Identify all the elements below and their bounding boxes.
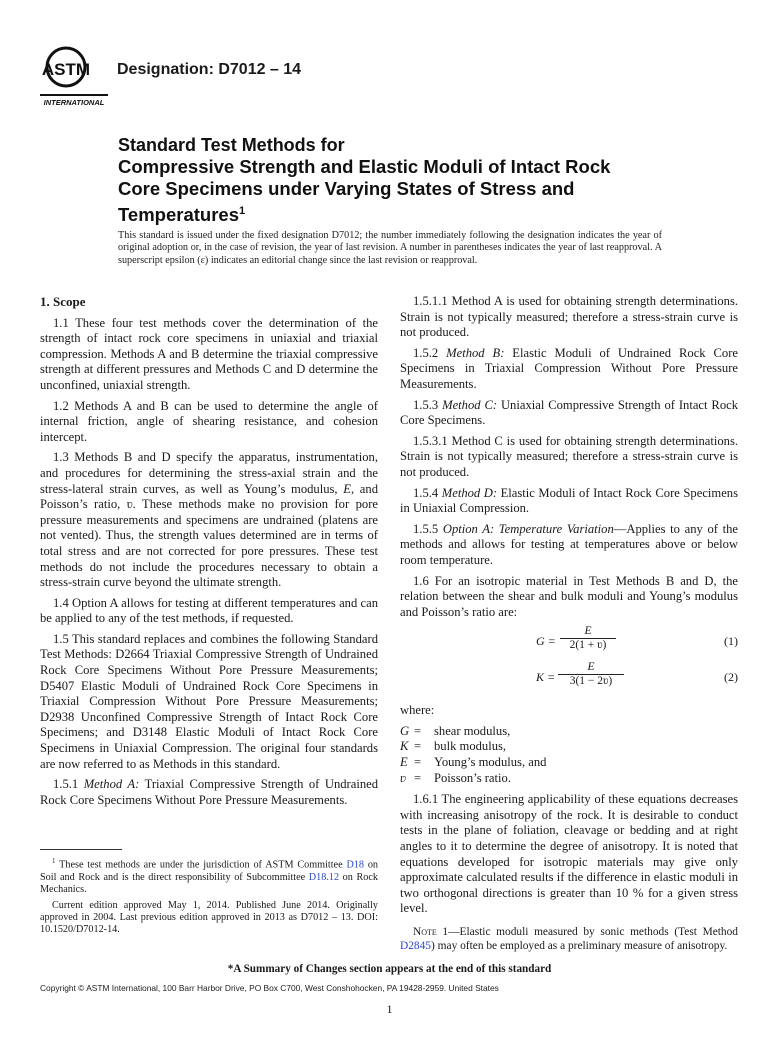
footnote-1 bbox=[40, 855, 378, 897]
def-text: Poisson’s ratio. bbox=[434, 770, 511, 785]
def-symbol: ʋ bbox=[400, 770, 407, 785]
para-1-1: 1.1 These four test methods cover the determination of the strength of intact rock core specimens in uniaxial and triaxial compression. Methods A and B determine the triaxial compressive strength at different pressures and Methods C and D determine the unconfined, uniaxial strength. bbox=[40, 315, 378, 392]
para-1-3 bbox=[40, 450, 378, 590]
def-equals: = bbox=[414, 723, 422, 738]
eq1-lhs: G = bbox=[536, 634, 556, 649]
para-1-5-2-text: Elastic Moduli of Undrained Rock Core Specimens in Triaxial Compression Without Pore Pressure Measurements. bbox=[400, 345, 738, 391]
para-1-5-2-num: 1.5.2 bbox=[413, 345, 447, 360]
subcommittee-d18-12-link[interactable]: D18.12 bbox=[308, 871, 340, 883]
para-1-5-1-method: Method A: bbox=[83, 777, 140, 792]
definition-row bbox=[400, 771, 738, 787]
para-1-5-3-num: 1.5.3 bbox=[413, 397, 443, 412]
issuance-statement: This standard is issued under the fixed designation D7012; the number immediately following the designation indicates the year of original adoption or, in the case of revision, the year of last revision. A number in parentheses indicates the year of last reapproval. A superscript epsilon (ε) indicates an editorial change since the last revision or reapproval. bbox=[118, 230, 662, 266]
para-1-5-1-text: Triaxial Compressive Strength of Undrained Rock Core Specimens Without Pore Pressure Measurements. bbox=[40, 777, 379, 807]
eq1-number: (1) bbox=[724, 634, 738, 649]
para-1-3-a: 1.3 Methods B and D specify the apparatus, instrumentation, and procedures for determining the stress-axial strain and the stress-lateral strain curves, as well as Young’s modulus, bbox=[40, 450, 378, 496]
def-equals: = bbox=[414, 755, 422, 770]
committee-d18-link[interactable]: D18 bbox=[346, 859, 364, 871]
def-symbol: G bbox=[400, 723, 410, 738]
logo-text: ASTM bbox=[41, 60, 91, 79]
logo-subtext: INTERNATIONAL bbox=[43, 98, 105, 107]
note-text-a: 1—Elastic moduli measured by sonic methods (Test Method bbox=[436, 926, 738, 938]
def-text: Young’s modulus, and bbox=[434, 755, 547, 770]
copyright-line: Copyright © ASTM International, 100 Barr Harbor Drive, PO Box C700, West Conshohocken, PA 19428-2959. United States bbox=[40, 983, 499, 993]
title-footnote-mark: 1 bbox=[238, 205, 246, 217]
para-1-6-1: 1.6.1 The engineering applicability of these equations decreases with increasing anisotropy of the rock. It is desirable to conduct tests in the plane of foliation, cleavage or bedding and at right angles to it to determine the degree of anisotropy. It is noted that equations developed for isotropic materials may give only approximate calculated results if the difference in elastic moduli in two orthogonal directions is greater than 10 % for a given stress level. bbox=[400, 792, 738, 916]
def-symbol: K bbox=[400, 739, 409, 754]
document-title bbox=[118, 134, 678, 226]
title-line-2: Compressive Strength and Elastic Moduli of Intact Rock bbox=[118, 156, 611, 177]
para-1-5-4-method: Method D: bbox=[441, 485, 498, 500]
note-label: Note bbox=[413, 926, 437, 938]
summary-of-changes-note: *A Summary of Changes section appears at the end of this standard bbox=[227, 963, 552, 975]
symbol-definitions bbox=[400, 724, 738, 786]
where-label: where: bbox=[400, 703, 435, 718]
def-equals: = bbox=[414, 770, 422, 785]
definition-row bbox=[400, 755, 738, 771]
left-column bbox=[40, 294, 378, 813]
scope-heading: 1. Scope bbox=[40, 294, 86, 309]
para-1-4: 1.4 Option A allows for testing at different temperatures and can be applied to any of the test methods, if requested. bbox=[40, 595, 378, 626]
para-1-6: 1.6 For an isotropic material in Test Methods B and D, the relation between the shear and bulk moduli and Young’s modulus and Poisson’s ratio are: bbox=[400, 573, 738, 619]
para-1-5-1-1: 1.5.1.1 Method A is used for obtaining strength determinations. Strain is not typically measured; therefore a stress-strain curve is not produced. bbox=[400, 294, 738, 340]
para-1-5-3-text: Uniaxial Compressive Strength of Intact Rock Core Specimens. bbox=[400, 397, 738, 428]
para-1-2: 1.2 Methods A and B can be used to determine the angle of internal friction, angle of shearing resistance, and cohesion intercept. bbox=[40, 398, 378, 444]
para-1-5: 1.5 This standard replaces and combines the following Standard Test Methods: D2664 Triaxial Compressive Strength of Undrained Rock Core Specimens Without Pore Pressure Measurements; D5407 Elastic Moduli of Undrained Rock Core Specimens in Triaxial Compression Without Pore Pressure Measurements; D2938 Unconfined Compressive Strength of Intact Rock Core Specimens; and D3148 Elastic Moduli of Intact Rock Core Specimens in Uniaxial Compression. The original four standards are now referred to as Methods in this standard. bbox=[40, 631, 378, 771]
para-1-5-3 bbox=[400, 398, 738, 429]
para-1-5-4-text: Elastic Moduli of Intact Rock Core Specimens in Uniaxial Compression. bbox=[400, 485, 738, 516]
definition-row bbox=[400, 724, 738, 740]
title-line-4-text: Temperatures bbox=[118, 204, 239, 226]
equation-2 bbox=[400, 661, 738, 693]
para-1-5-5 bbox=[400, 522, 738, 569]
designation: Designation: D7012 – 14 bbox=[117, 61, 302, 78]
title-line-3: Core Specimens under Varying States of Stress and bbox=[118, 178, 575, 199]
eq1-denominator: 2(1 + ʋ) bbox=[569, 639, 607, 652]
footnotes bbox=[40, 855, 378, 940]
equation-1 bbox=[400, 625, 738, 657]
eq2-lhs: K = bbox=[536, 670, 556, 685]
para-1-5-2-method: Method B: bbox=[446, 345, 505, 360]
para-1-5-3-1: 1.5.3.1 Method C is used for obtaining strength determinations. Strain is not typically measured; therefore a stress-strain curve is not produced. bbox=[400, 433, 738, 479]
eq1-numerator: E bbox=[560, 625, 616, 639]
para-1-5-5-option: Option A: Temperature Variation bbox=[442, 521, 614, 536]
eq2-fraction bbox=[558, 661, 624, 688]
para-1-5-3-method: Method C: bbox=[442, 397, 498, 412]
def-text: bulk modulus, bbox=[434, 739, 507, 754]
eq2-numerator: E bbox=[558, 661, 624, 675]
para-1-5-1-num: 1.5.1 bbox=[53, 777, 84, 792]
note-text-b: ) may often be employed as a preliminary measure of anisotropy. bbox=[431, 940, 728, 952]
def-equals: = bbox=[414, 739, 422, 754]
astm-logo-graphic bbox=[34, 42, 120, 110]
def-symbol: E bbox=[400, 755, 408, 770]
footnote-rule bbox=[40, 849, 122, 850]
astm-logo bbox=[34, 42, 120, 110]
d2845-link[interactable]: D2845 bbox=[400, 940, 432, 952]
para-1-5-4 bbox=[400, 486, 738, 517]
footnote-1-b: on Soil and Rock and is the direct responsibility of Subcommittee bbox=[40, 859, 379, 883]
para-1-5-4-num: 1.5.4 bbox=[413, 485, 442, 500]
footnote-1-c: on Rock Mechanics. bbox=[40, 871, 378, 896]
eq2-denominator: 3(1 − 2ʋ) bbox=[569, 675, 613, 688]
para-1-5-5-text: —Applies to any of the methods and allows for testing at temperatures above or below room temperature. bbox=[400, 521, 738, 567]
para-1-5-2 bbox=[400, 346, 738, 393]
footnote-1-a: These test methods are under the jurisdiction of ASTM Committee bbox=[55, 859, 347, 871]
footnote-1-mark: 1 bbox=[52, 857, 56, 865]
para-1-5-1 bbox=[40, 777, 378, 808]
right-column bbox=[400, 294, 738, 958]
def-text: shear modulus, bbox=[434, 723, 511, 738]
note-1 bbox=[400, 925, 738, 953]
para-1-5-5-num: 1.5.5 bbox=[413, 521, 443, 536]
title-line-1: Standard Test Methods for bbox=[118, 135, 345, 155]
footnote-edition: Current edition approved May 1, 2014. Published June 2014. Originally approved in 2004. Last previous edition approved in 2013 as D7012 – 13. DOI: 10.1520/D7012-14. bbox=[40, 899, 378, 936]
para-1-3-b: , and Poisson’s ratio, ʋ. These methods make no provision for pore pressure measurements and specimens are undrained (platens are not vented). Thus, the strength values determined are in terms of total stress and are not corrected for pore pressures. These test methods do not include the procedures necessary to obtain a stress-strain curve beyond the ultimate strength. bbox=[40, 481, 378, 590]
eq2-number: (2) bbox=[724, 670, 738, 685]
page-number: 1 bbox=[386, 1002, 393, 1016]
para-1-3-E: E bbox=[343, 481, 351, 496]
eq1-fraction bbox=[560, 625, 616, 652]
definition-row bbox=[400, 739, 738, 755]
title-line-4 bbox=[118, 200, 678, 226]
